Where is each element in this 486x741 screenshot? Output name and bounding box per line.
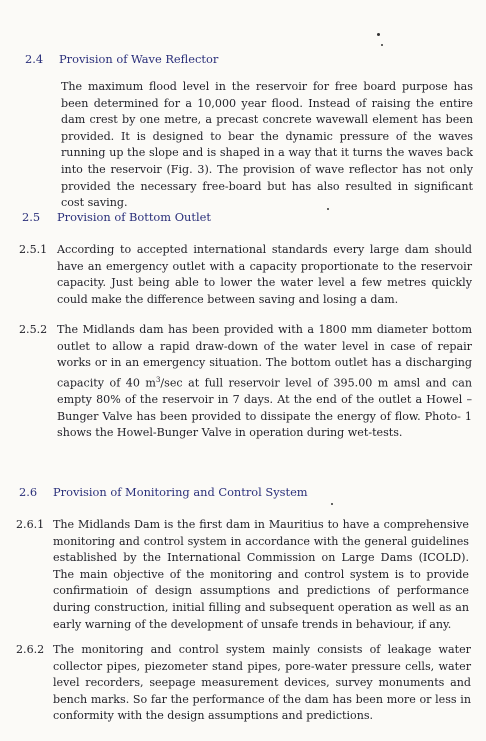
section-title: Provision of Wave Reflector: [59, 52, 219, 66]
section-heading-2-4: [25, 52, 219, 66]
subsection-paragraph-2-5-1: According to accepted international standards every large dam should have an emergency outlet with a capacity proportionate to the reservoir capacity. Just being able to lower the water level a few metres quickly could make the difference between saving and losing a dam.: [57, 243, 472, 306]
scan-speck: [377, 33, 380, 36]
section-number: 2.5: [22, 210, 41, 224]
paragraph-text-part: /sec at full reservoir level of 395.00 m amsl and can empty 80% of the reservoir in 7 days. At the end of the outlet a Howel – Bunger Valve has been provided to dissipate the energy of flow. Photo- 1 shows the Howel-Bunger Valve in operation during wet-tests.: [57, 376, 472, 440]
subsection-number-2-6-2: 2.6.2: [16, 643, 45, 656]
subsection-paragraph-2-6-1: The Midlands Dam is the first dam in Mauritius to have a comprehensive monitoring and control system in accordance with the general guidelines established by the International Commission on Large Dams (ICOLD). The main objective of the monitoring and control system is to provide confirmatioin of design assumptions and predictions of performance during construction, initial filling and subsequent operation as well as an early warning of the development of unsafe trends in behaviour, if any.: [53, 518, 469, 631]
superscript-exponent: 3: [155, 375, 161, 384]
scan-speck: [381, 44, 383, 46]
paragraph-text-part: The Midlands dam has been provided with a 1800 mm diameter bottom outlet to allow a rapid draw-down of the water level in case of repair works or in an emergency situation. The bottom outlet has a discharging capacity of 40 m: [57, 323, 472, 390]
section-paragraph-2-4: The maximum flood level in the reservoir for free board purpose has been determined for a 10,000 year flood. Instead of raising the entire dam crest by one metre, a precast concrete wavewall element has been provided. It is designed to bear the dynamic pressure of the waves running up the slope and is shaped in a way that it turns the waves back into the reservoir (Fig. 3). The provision of wave reflector has not only provided the necessary free-board but has also resulted in significant cost saving.: [61, 80, 473, 210]
subsection-paragraph-2-6-2: The monitoring and control system mainly consists of leakage water collector pipes, piezometer stand pipes, pore-water pressure cells, water level recorders, seepage measurement devices, survey monuments and bench marks. So far the performance of the dam has been more or less in conformity with the design assumptions and predictions.: [53, 643, 471, 723]
section-number: 2.4: [25, 52, 44, 66]
section-title: Provision of Bottom Outlet: [57, 210, 211, 224]
subsection-number-2-5-2: 2.5.2: [19, 323, 48, 336]
scan-speck: [331, 503, 333, 505]
section-heading-2-5: [22, 210, 211, 224]
subsection-number-2-6-1: 2.6.1: [16, 518, 45, 531]
scan-speck: [327, 208, 329, 210]
section-number: 2.6: [19, 485, 38, 499]
subsection-paragraph-2-5-2: [57, 322, 472, 442]
section-heading-2-6: [19, 485, 308, 499]
subsection-number-2-5-1: 2.5.1: [19, 243, 48, 256]
section-title: Provision of Monitoring and Control System: [53, 485, 308, 499]
